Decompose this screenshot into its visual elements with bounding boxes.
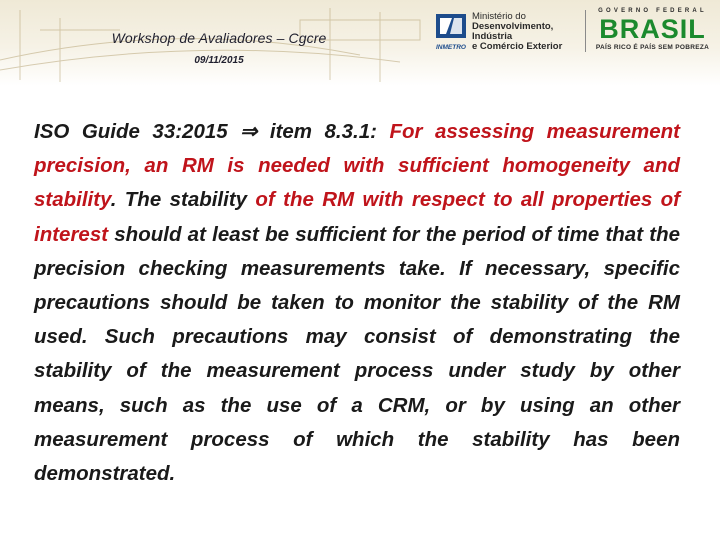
workshop-title: Workshop de Avaliadores – Cgcre [111, 30, 327, 46]
iso-guide-reference: ISO Guide 33:2015 [34, 120, 241, 143]
ministry-line-1: Ministério do [472, 11, 526, 22]
body-segment-sufficient-period: should at least be sufficient for the period of time that the precision checking measurements take [34, 222, 681, 280]
inmetro-label: INMETRO [436, 44, 466, 51]
brasil-gov-logo [590, 8, 715, 58]
workshop-date: 09/11/2015 [194, 55, 244, 66]
implies-arrow-icon: ⇒ [240, 120, 258, 143]
inmetro-logo [432, 10, 470, 54]
item-reference: item 8.3.1: [257, 120, 390, 143]
highlight-precision-requirement: For assessing measurement precision, an RM is needed with sufficient homogeneity and stability [34, 120, 680, 212]
highlight-properties-of-interest: of the RM with respect to all properties of interest [34, 188, 680, 246]
body-segment-stability: . The stability [110, 188, 256, 212]
brasil-wordmark: BRASIL [599, 14, 706, 44]
header-divider [585, 10, 586, 52]
ministry-logo-text [472, 12, 584, 52]
ministry-line-2: Desenvolvimento, Indústria [472, 21, 554, 42]
body-segment-precautions: . If necessary, specific precautions should be taken to monitor the stability of the RM used. Such precautions may consist of demonstrating the stability of the measurement process under study by other means, such as the use of a CRM, or by using an other measurement process of which the stability has been demonstrated. [34, 256, 680, 486]
header-text-block [84, 30, 354, 66]
brasil-slogan: PAÍS RICO É PAÍS SEM POBREZA [595, 44, 710, 51]
governo-federal-label: GOVERNO FEDERAL [598, 8, 707, 14]
slide-header [0, 0, 720, 86]
ministry-line-3: e Comércio Exterior [472, 41, 563, 52]
slide-body-text [34, 115, 680, 491]
